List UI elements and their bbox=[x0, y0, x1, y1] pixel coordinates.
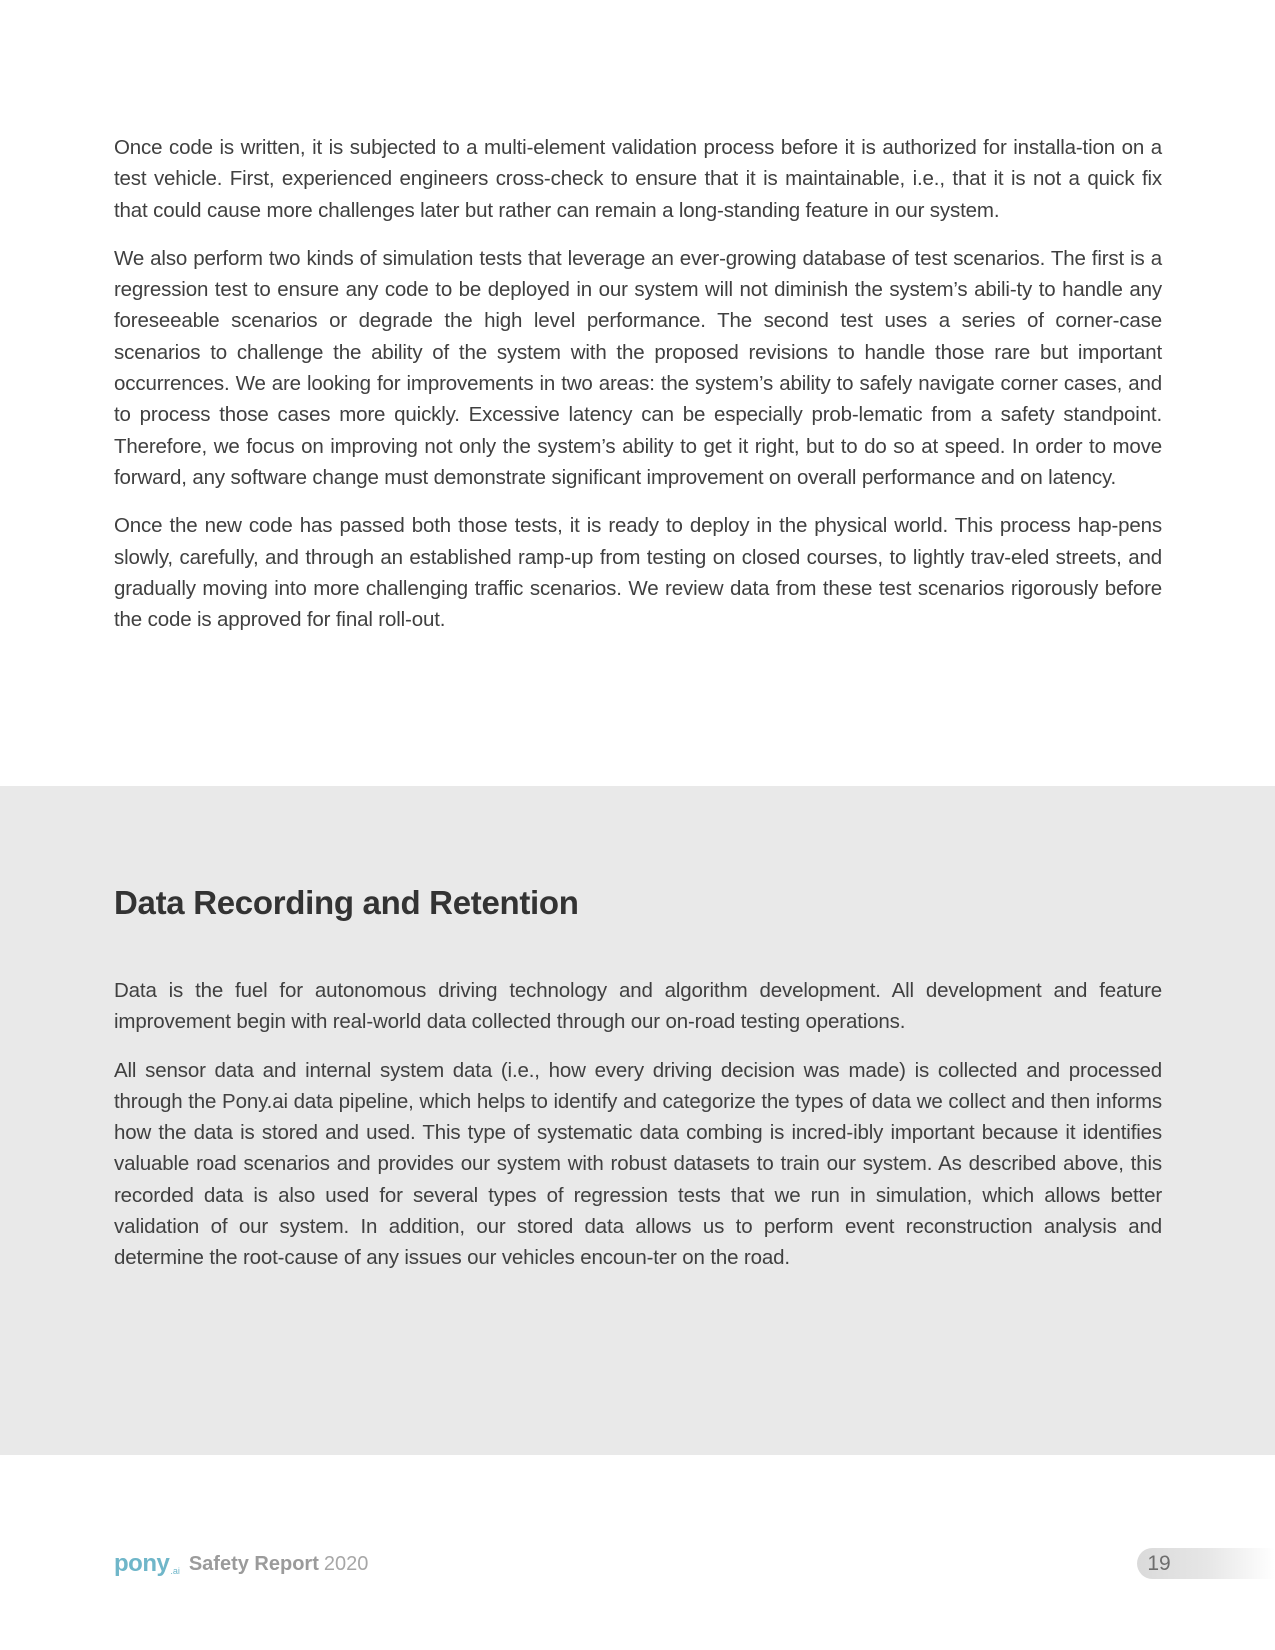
report-year: 2020 bbox=[323, 1552, 369, 1575]
intro-section bbox=[114, 132, 1162, 652]
data-section-body bbox=[114, 975, 1162, 1291]
page-footer bbox=[114, 1548, 368, 1580]
data-paragraph-1: Data is the fuel for autonomous driving technology and algorithm development. All development and feature improvement begin with real-world data collected through our on-road testing operations. bbox=[114, 979, 1162, 1034]
data-paragraph-2: All sensor data and internal system data (i.e., how every driving decision was made) is collected and processed through the Pony.ai data pipeline, which helps to identify and categorize the types of data we collect and then informs how the data is stored and used. This type of systematic data combing is incred-ibly important because it identifies valuable road scenarios and provides our system with robust datasets to train our system. As described above, this recorded data is also used for several types of regression tests that we run in simulation, which allows better validation of our system. In addition, our stored data allows us to perform event reconstruction analysis and determine the root-cause of any issues our vehicles encoun-ter on the road. bbox=[114, 1058, 1162, 1270]
logo-suffix: .ai bbox=[170, 1566, 180, 1576]
section-heading: Data Recording and Retention bbox=[114, 884, 579, 921]
intro-paragraph-3: Once the new code has passed both those tests, it is ready to deploy in the physical world. This process hap-pens slowly, carefully, and through an established ramp-up from testing on closed courses, to lightly trav-eled streets, and gradually moving into more challenging traffic scenarios. We review data from these test scenarios rigorously before the code is approved for final roll-out. bbox=[114, 514, 1162, 632]
intro-paragraph-1: Once code is written, it is subjected to a multi-element validation process before it is authorized for installa-tion on a test vehicle. First, experienced engineers cross-check to ensure that it is maintainable, i.e., that it is not a quick fix that could cause more challenges later but rather can remain a long-standing feature in our system. bbox=[114, 136, 1162, 222]
logo-text: pony bbox=[114, 1550, 170, 1577]
intro-paragraph-2: We also perform two kinds of simulation tests that leverage an ever-growing database of test scenarios. The first is a regression test to ensure any code to be deployed in our system will not diminish the system’s abili-ty to handle any foreseeable scenarios or degrade the high level performance. The second test uses a series of corner-case scenarios to challenge the ability of the system with the proposed revisions to handle those rare but important occurrences. We are looking for improvements in two areas: the system’s ability to safely navigate corner cases, and to process those cases more quickly. Excessive latency can be especially prob-lematic from a safety standpoint. Therefore, we focus on improving not only the system’s ability to get it right, but to do so at speed. In order to move forward, any software change must demonstrate significant improvement on overall performance and on latency. bbox=[114, 246, 1162, 489]
page-number: 19 bbox=[1147, 1552, 1171, 1575]
report-title: Safety Report bbox=[188, 1552, 319, 1575]
pony-ai-logo bbox=[114, 1552, 180, 1576]
